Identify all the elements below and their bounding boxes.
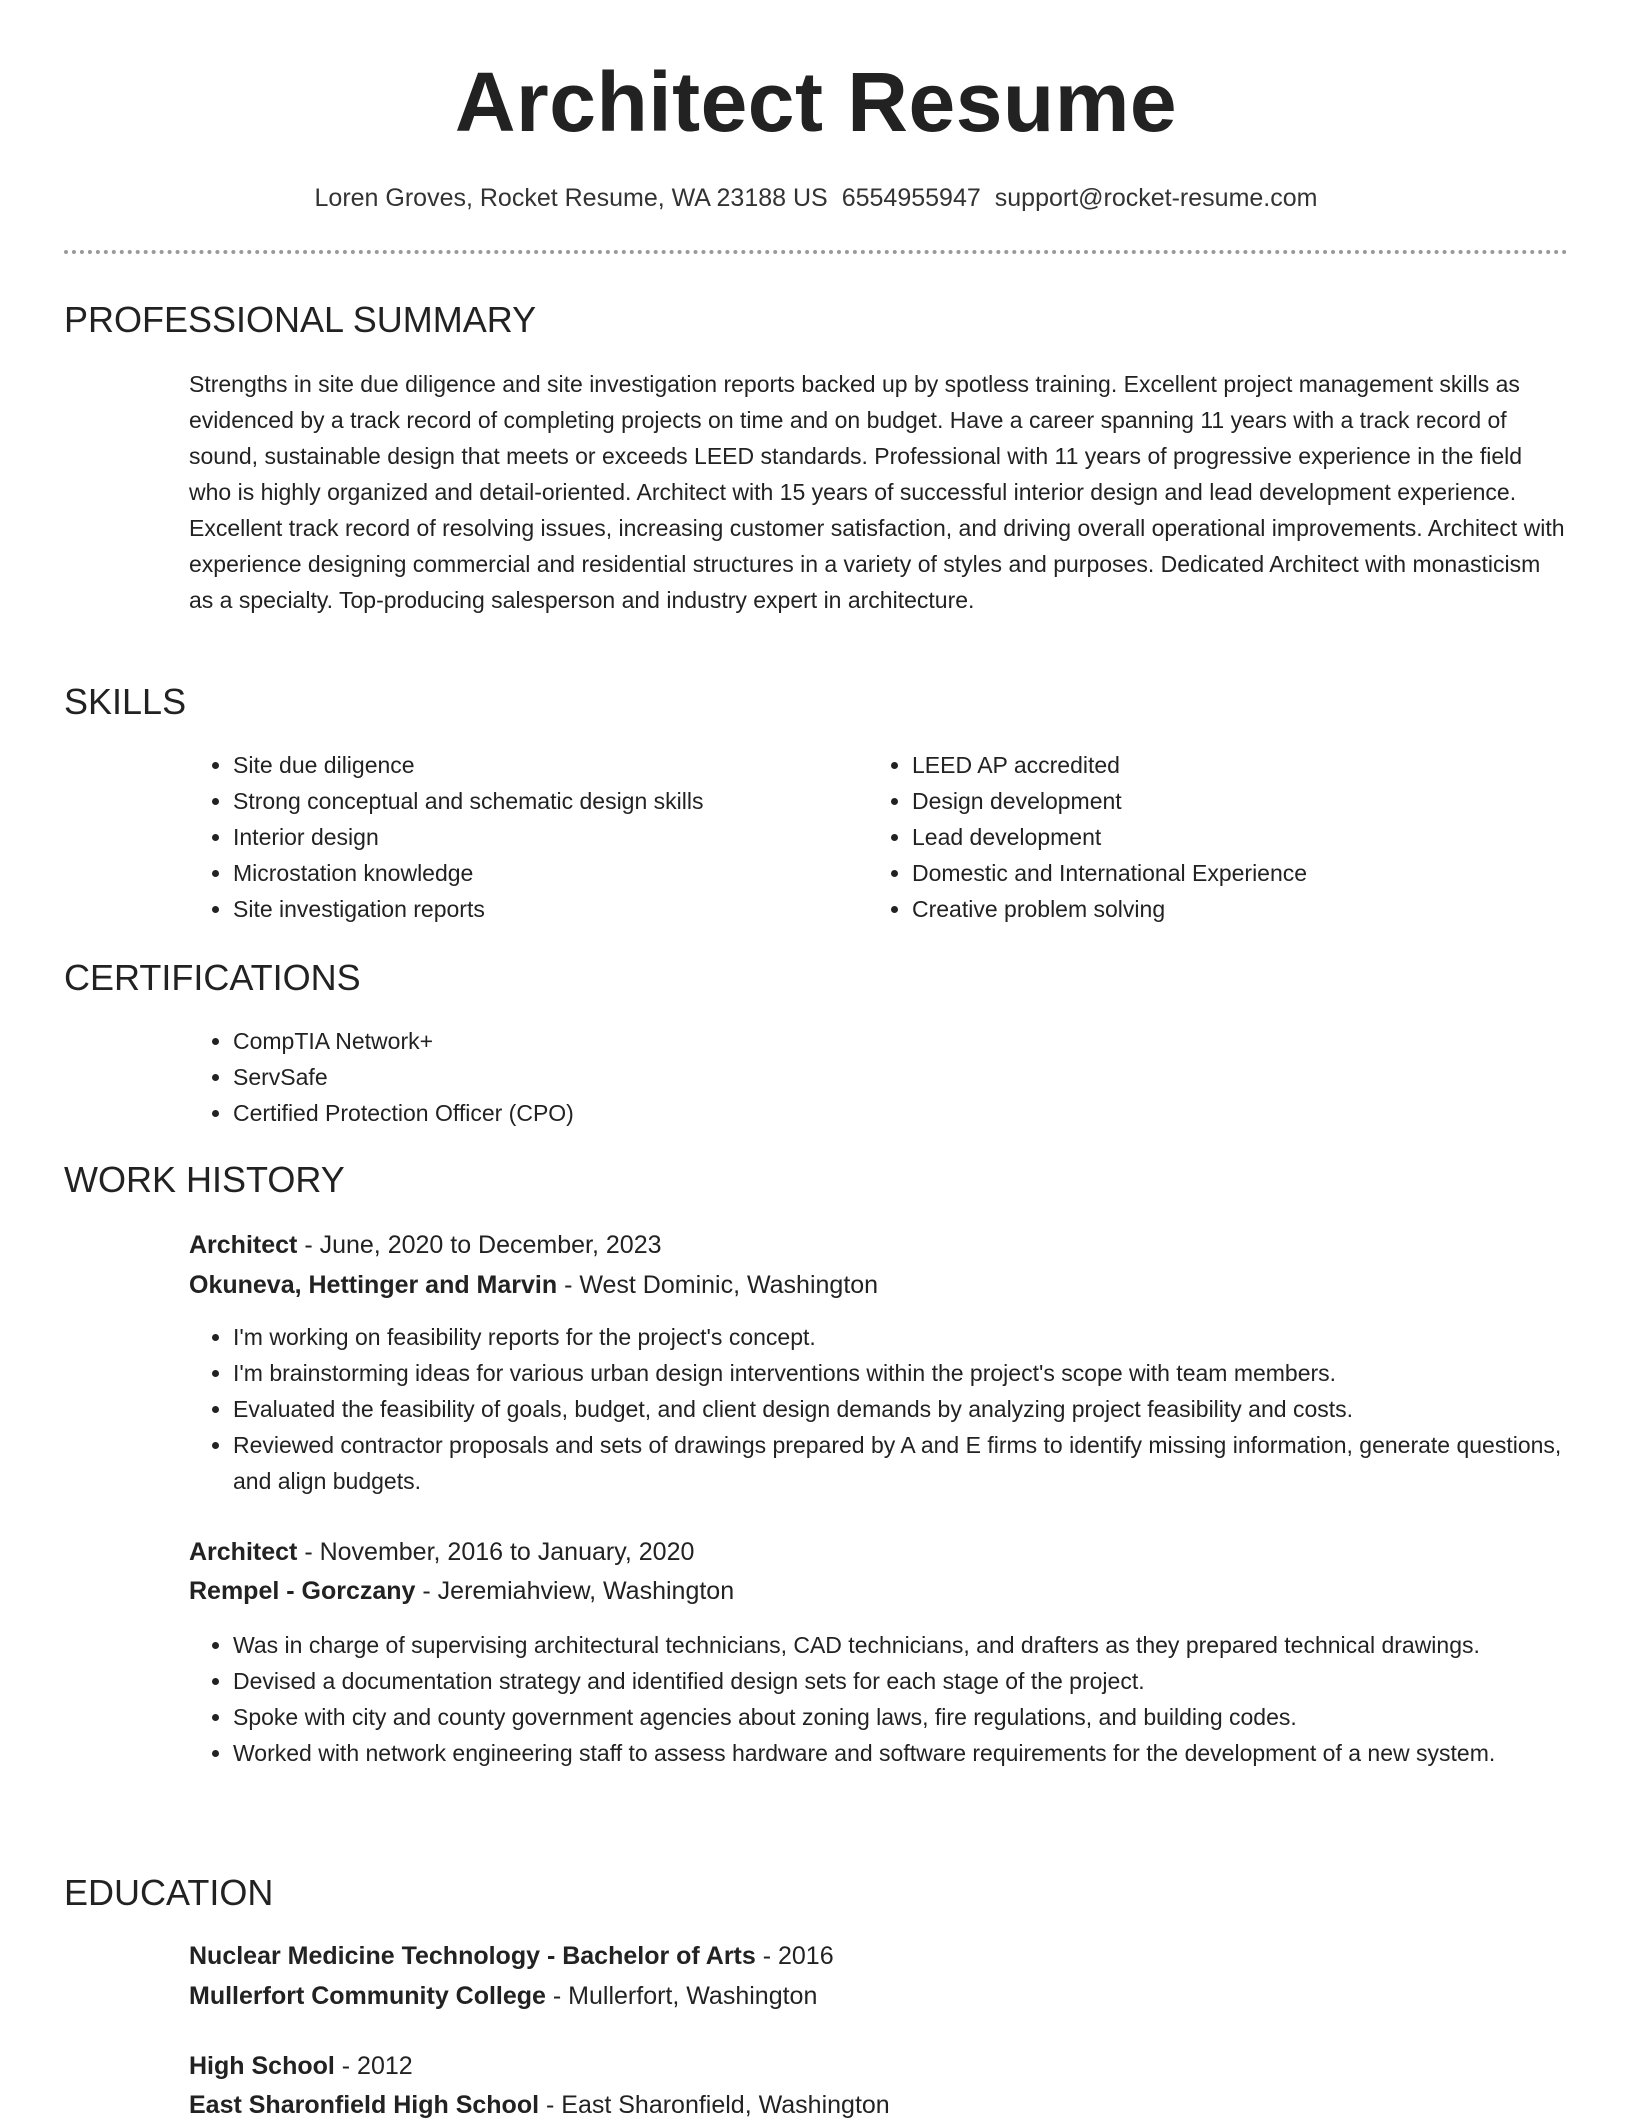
skill-item: • Site due diligence — [233, 747, 703, 783]
job-dates: - June, 2020 to December, 2023 — [297, 1231, 662, 1259]
resume-title: Architect Resume — [454, 55, 1178, 149]
section-title-skills: SKILLS — [64, 681, 187, 722]
education-year: - 2012 — [334, 2052, 413, 2080]
certification-item: • CompTIA Network+ — [233, 1023, 574, 1059]
job-bullet: • Evaluated the feasibility of goals, budget, and client design demands by analyzing project feasibility and costs. — [233, 1391, 1569, 1427]
contact-email[interactable]: support@rocket-resume.com — [994, 184, 1318, 212]
contact-phone: 6554955947 — [841, 184, 981, 212]
skill-item: • Design development — [912, 783, 1307, 819]
education-school: Mullerfort Community College — [189, 1982, 546, 2010]
contact-line — [0, 180, 1632, 216]
education-degree: High School — [189, 2052, 335, 2080]
skill-item: • LEED AP accredited — [912, 747, 1307, 783]
certification-item: • Certified Protection Officer (CPO) — [233, 1095, 574, 1131]
section-title-certifications: CERTIFICATIONS — [64, 957, 361, 998]
education-location: - East Sharonfield, Washington — [539, 2091, 890, 2119]
skill-item: • Creative problem solving — [912, 891, 1307, 927]
skill-item: • Microstation knowledge — [233, 855, 703, 891]
job-location: - West Dominic, Washington — [557, 1271, 879, 1299]
education-school-line — [189, 1977, 817, 2015]
job-bullet: • Spoke with city and county government agencies about zoning laws, fire regulations, and building codes. — [233, 1699, 1569, 1735]
job-bullet: • Devised a documentation strategy and identified design sets for each stage of the project. — [233, 1663, 1569, 1699]
education-year: - 2016 — [755, 1942, 834, 1970]
job-title: Architect — [189, 1538, 298, 1566]
job-bullet: • I'm brainstorming ideas for various urban design interventions within the project's scope with team members. — [233, 1355, 1569, 1391]
job-bullet: • Was in charge of supervising architectural technicians, CAD technicians, and drafters as they prepared technical drawings. — [233, 1627, 1569, 1663]
education-school: East Sharonfield High School — [189, 2091, 540, 2119]
education-degree-line — [189, 1937, 834, 1975]
job-bullet: • I'm working on feasibility reports for the project's concept. — [233, 1319, 1569, 1355]
summary-text: Strengths in site due diligence and site investigation reports backed up by spotless training. Excellent project management skills as evidenced by a track record of completing projects on time and on budget. Have a career spanning 11 years with a track record of sound, sustainable design that meets or exceeds LEED standards. Professional with 11 years of progressive experience in the field who is highly organized and detail-oriented. Architect with 15 years of successful interior design and lead development experience. Excellent track record of resolving issues, increasing customer satisfaction, and driving overall operational improvements. Architect with experience designing commercial and residential structures in a variety of styles and purposes. Dedicated Architect with monasticism as a specialty. Top-producing salesperson and industry expert in architecture. — [189, 371, 1565, 613]
job-company: Rempel - Gorczany — [189, 1577, 416, 1605]
job-title-line — [189, 1533, 694, 1571]
education-degree: Nuclear Medicine Technology - Bachelor of Arts — [189, 1942, 756, 1970]
job-bullets — [189, 1627, 1569, 1771]
job-company-line — [189, 1572, 734, 1610]
skills-list-right — [868, 747, 1307, 927]
education-degree-line — [189, 2047, 413, 2085]
education-school-line — [189, 2086, 890, 2124]
skill-item: • Lead development — [912, 819, 1307, 855]
skill-item: • Domestic and International Experience — [912, 855, 1307, 891]
job-company-line — [189, 1266, 878, 1304]
header-divider — [64, 250, 1568, 254]
job-title: Architect — [189, 1231, 298, 1259]
job-company: Okuneva, Hettinger and Marvin — [189, 1271, 558, 1299]
job-dates: - November, 2016 to January, 2020 — [297, 1538, 695, 1566]
education-location: - Mullerfort, Washington — [545, 1982, 818, 2010]
skills-list-left — [189, 747, 703, 927]
skill-item: • Interior design — [233, 819, 703, 855]
skill-item: • Site investigation reports — [233, 891, 703, 927]
contact-address: Loren Groves, Rocket Resume, WA 23188 US — [314, 184, 828, 212]
job-location: - Jeremiahview, Washington — [415, 1577, 735, 1605]
job-bullets — [189, 1319, 1569, 1499]
section-title-work-history: WORK HISTORY — [64, 1159, 345, 1200]
job-title-line — [189, 1226, 662, 1264]
job-bullet: • Reviewed contractor proposals and sets of drawings prepared by A and E firms to identify missing information, generate questions, and align budgets. — [233, 1427, 1569, 1499]
job-bullet: • Worked with network engineering staff to assess hardware and software requirements for the development of a new system. — [233, 1735, 1569, 1771]
certifications-list — [189, 1023, 574, 1131]
section-title-summary: PROFESSIONAL SUMMARY — [64, 299, 537, 340]
skill-item: • Strong conceptual and schematic design skills — [233, 783, 703, 819]
section-title-education: EDUCATION — [64, 1872, 274, 1913]
certification-item: • ServSafe — [233, 1059, 574, 1095]
